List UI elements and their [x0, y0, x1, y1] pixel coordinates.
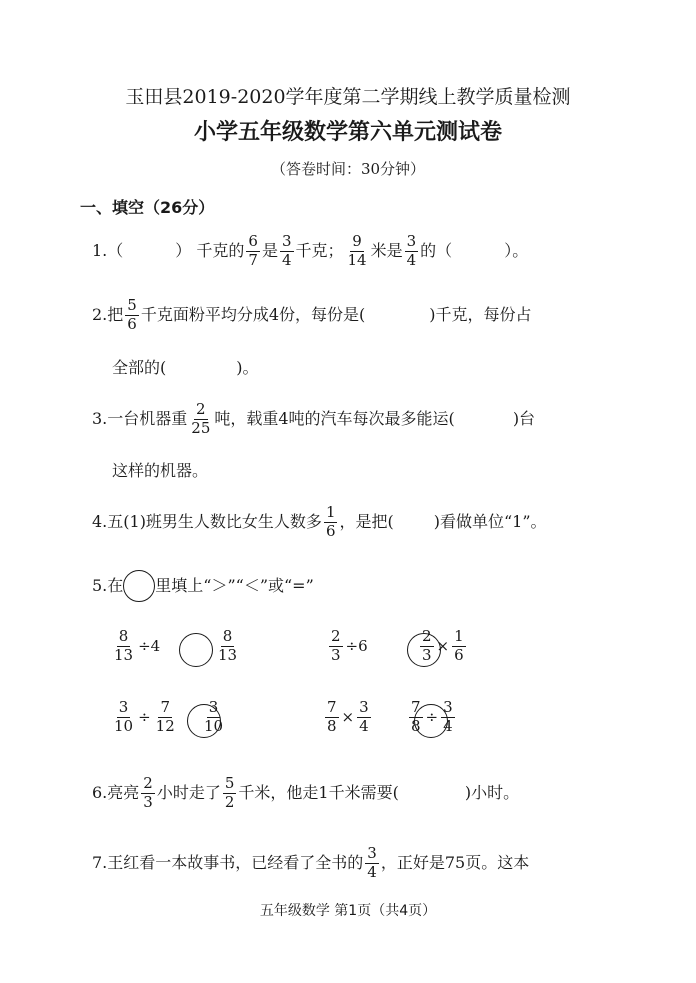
section-title: 一、填空（26分） [80, 198, 215, 217]
exam-header-line: 玉田县2019-2020学年度第二学期线上教学质量检测 [125, 86, 571, 108]
fraction: $\frac{3}{4}$ [281, 232, 292, 269]
fraction: $\frac{3}{4}$ [406, 232, 417, 269]
question-number: 7. [92, 853, 108, 873]
compare-expression: $\frac{3}{10}$ [204, 698, 224, 735]
question-5: 5. 在 里填上“＞”“＜”或“=” [92, 570, 314, 602]
question-4: 4. 五(1)班男生人数比女生人数多 $\frac{1}{6}$ ，是把( )看做单位“1”。 [92, 503, 547, 540]
comparison-circle[interactable] [407, 633, 441, 667]
fraction: $\frac{3}{4}$ [367, 844, 377, 881]
compare-expression: $\frac{8}{13}$ [218, 627, 238, 664]
question-2-line2: 全部的( )。 [112, 358, 259, 377]
fraction: $\frac{2}{25}$ [191, 400, 211, 437]
question-number: 2. [92, 305, 108, 325]
question-number: 1. [92, 241, 108, 261]
fraction: $\frac{2}{3}$ [143, 774, 153, 811]
compare-expression: $\frac{3}{10}$ ÷ $\frac{7}{12}$ [114, 698, 175, 735]
question-number: 3. [92, 409, 108, 429]
page-footer: 五年级数学 第1页（共4页） [259, 903, 437, 919]
question-7: 7. 王红看一本故事书，已经看了全书的 $\frac{3}{4}$ ，正好是75页。这本 [92, 844, 530, 881]
fraction: $\frac{5}{2}$ [224, 774, 235, 811]
fraction: $\frac{6}{7}$ [248, 232, 258, 269]
comparison-circle[interactable] [179, 633, 213, 667]
comparison-circle[interactable] [187, 704, 221, 738]
comparison-circle[interactable] [414, 704, 448, 738]
question-3-line2: 这样的机器。 [112, 461, 209, 480]
comparison-circle[interactable] [123, 570, 155, 602]
fraction: $\frac{9}{14}$ [347, 232, 367, 269]
compare-expression: $\frac{8}{13}$ ÷4 [114, 627, 161, 664]
compare-expression: $\frac{2}{3}$ ÷6 [331, 627, 368, 664]
question-number: 4. [92, 512, 108, 532]
question-1: 1. （ ） 千克的 $\frac{6}{7}$ 是 $\frac{3}{4}$ 千克； $\frac{9}{14}$ 米是 $\frac{3}{4}$ 的（ ）。 [92, 232, 529, 269]
question-2: 2. 把 $\frac{5}{6}$ 千克面粉平均分成4份，每份是( )千克，每份占 [92, 296, 532, 333]
compare-expression: $\frac{7}{8}$ ÷ $\frac{3}{4}$ [411, 698, 453, 735]
exam-time: （答卷时间：30分钟） [270, 160, 426, 178]
question-6: 6. 亮亮 $\frac{2}{3}$ 小时走了 $\frac{5}{2}$ 千米，他走1千米需要( )小时。 [92, 774, 520, 811]
question-3: 3. 一台机器重 $\frac{2}{25}$ 吨，载重4吨的汽车每次最多能运( )台 [92, 400, 536, 437]
fraction: $\frac{1}{6}$ [325, 503, 336, 540]
compare-expression: $\frac{2}{3}$ × $\frac{1}{6}$ [422, 627, 464, 664]
compare-expression: $\frac{7}{8}$ × $\frac{3}{4}$ [327, 698, 369, 735]
question-number: 6. [92, 783, 108, 803]
exam-title: 小学五年级数学第六单元测试卷 [193, 120, 502, 145]
question-number: 5. [92, 576, 108, 595]
fraction: $\frac{5}{6}$ [127, 296, 137, 333]
